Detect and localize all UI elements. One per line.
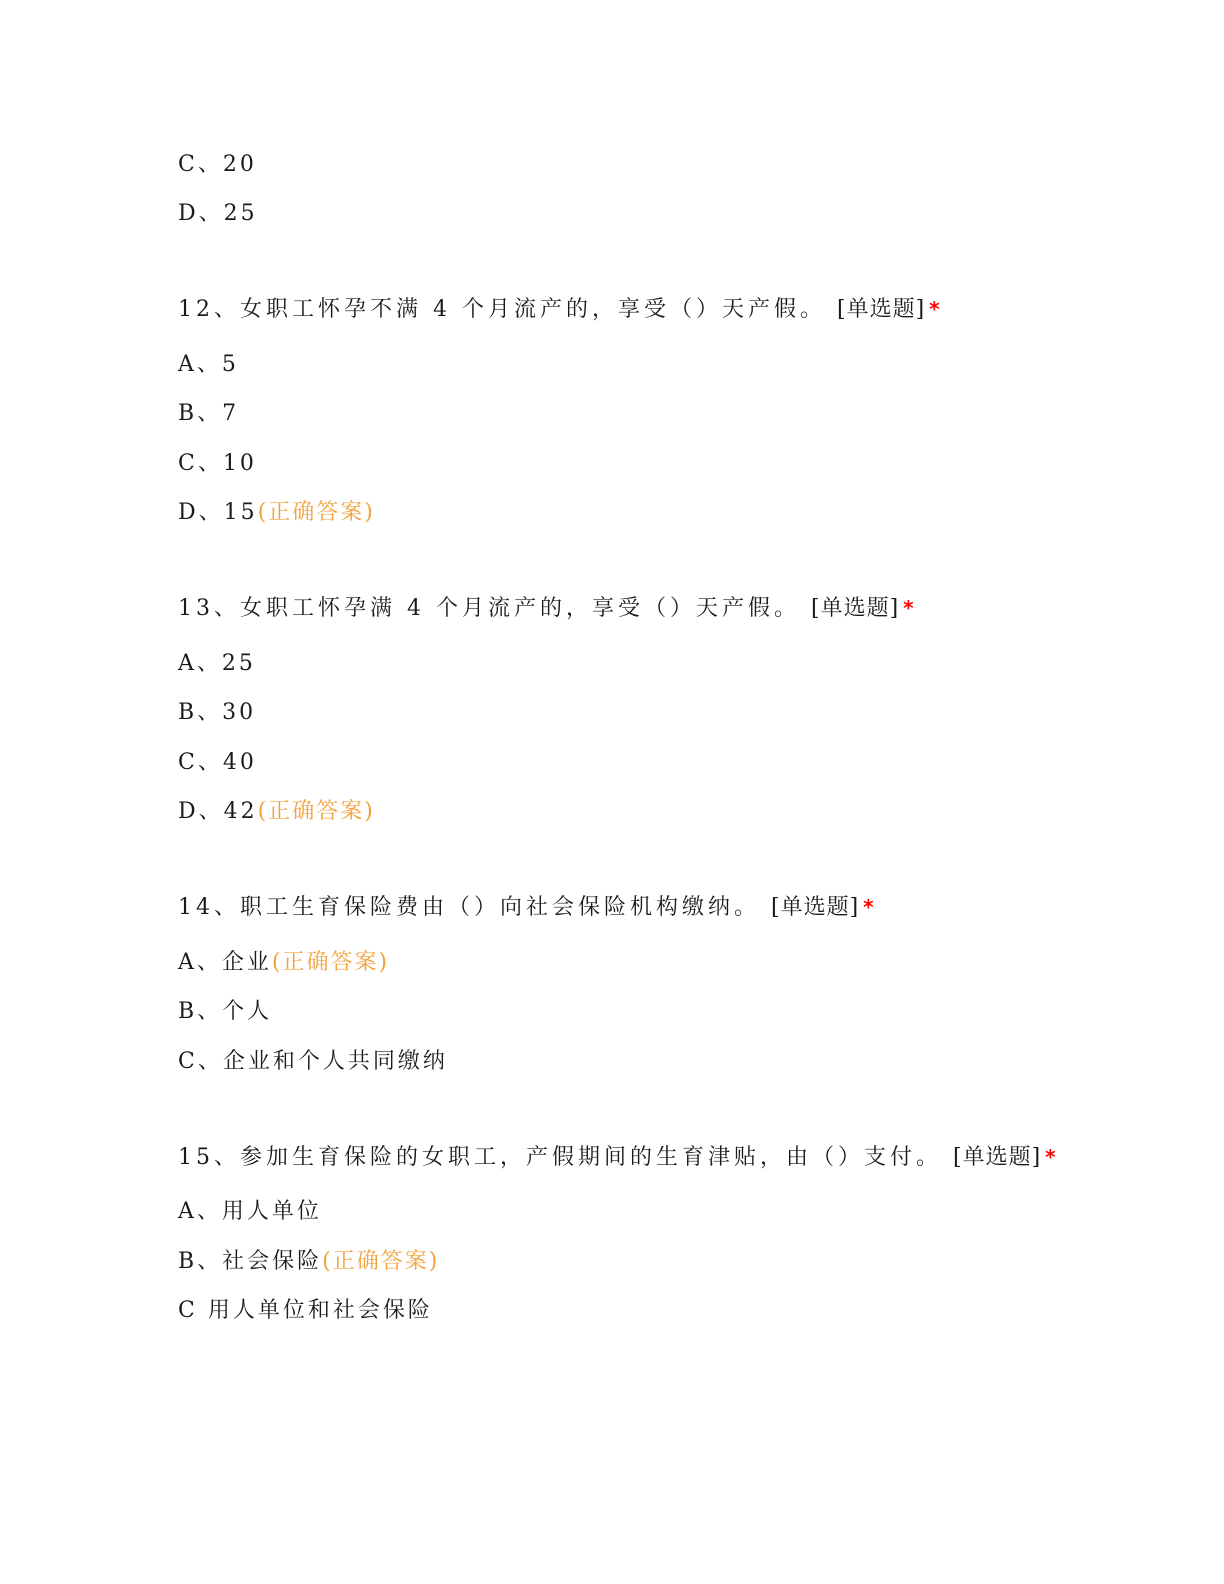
question-type-tag: [单选题] [953, 1145, 1042, 1170]
option-text: C 用人单位和社会保险 [178, 1298, 433, 1323]
option-d [178, 498, 375, 528]
option-a [178, 1197, 322, 1227]
option-text: A、企业 [178, 950, 272, 975]
option-d [178, 199, 258, 229]
option-text: C、10 [178, 451, 257, 476]
option-text: B、社会保险 [178, 1249, 323, 1274]
question-title [178, 593, 914, 624]
required-asterisk-icon: * [903, 596, 914, 620]
option-d [178, 797, 375, 827]
option-c [178, 150, 257, 180]
option-a [178, 948, 389, 978]
question-title [178, 892, 874, 923]
required-asterisk-icon: * [929, 297, 940, 321]
correct-answer-label: (正确答案) [257, 799, 375, 824]
option-b [178, 698, 256, 728]
option-text: C、企业和个人共同缴纳 [178, 1049, 448, 1074]
required-asterisk-icon: * [863, 895, 874, 919]
option-c [178, 1296, 433, 1326]
question-text: 14、职工生育保险费由（）向社会保险机构缴纳。 [178, 895, 760, 920]
option-a [178, 350, 239, 380]
option-b [178, 399, 239, 429]
option-text: B、7 [178, 401, 240, 426]
option-b [178, 1247, 439, 1277]
option-c [178, 449, 257, 479]
question-type-tag: [单选题] [836, 297, 926, 322]
question-title [178, 1142, 1056, 1173]
question-type-tag: [单选题] [771, 895, 860, 920]
option-c [178, 1047, 448, 1077]
option-text: A、用人单位 [178, 1199, 322, 1224]
option-text: D、42 [178, 799, 258, 824]
question-title [178, 294, 940, 325]
option-text: A、25 [178, 651, 256, 676]
option-text: B、30 [178, 700, 257, 725]
question-type-tag: [单选题] [810, 596, 900, 621]
question-text: 12、女职工怀孕不满 4 个月流产的，享受（）天产假。 [178, 297, 826, 322]
option-text: D、15 [178, 500, 258, 525]
required-asterisk-icon: * [1045, 1145, 1056, 1169]
option-text: D、25 [178, 201, 258, 226]
question-text: 13、女职工怀孕满 4 个月流产的，享受（）天产假。 [178, 596, 800, 621]
option-b [178, 997, 272, 1027]
option-c [178, 748, 257, 778]
option-text: C、40 [178, 750, 257, 775]
correct-answer-label: (正确答案) [322, 1249, 440, 1274]
correct-answer-label: (正确答案) [271, 950, 390, 975]
option-text: B、个人 [178, 999, 273, 1024]
option-a [178, 649, 256, 679]
correct-answer-label: (正确答案) [257, 500, 375, 525]
option-text: C、20 [178, 152, 257, 177]
question-text: 15、参加生育保险的女职工，产假期间的生育津贴，由（）支付。 [178, 1145, 942, 1170]
option-text: A、5 [178, 352, 239, 377]
